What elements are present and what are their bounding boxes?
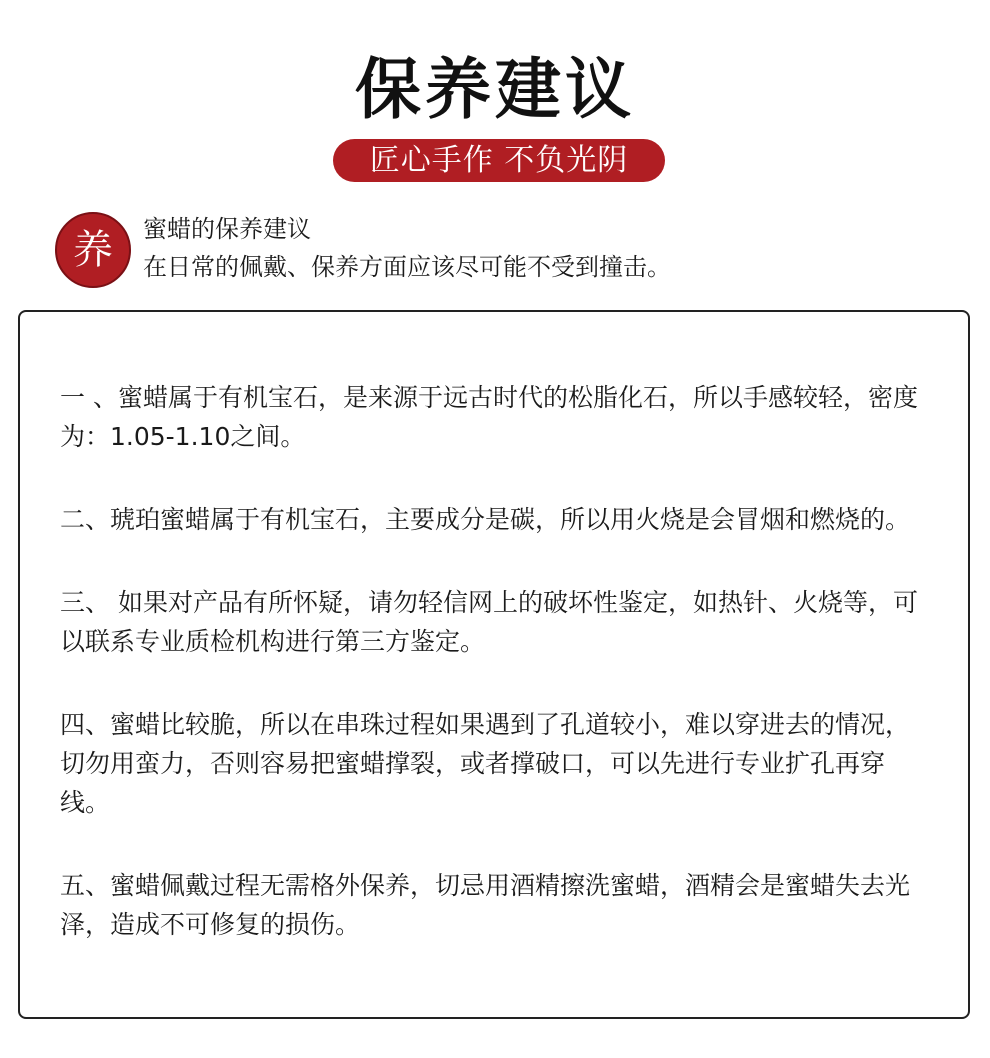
tip-item-4: 四、蜜蜡比较脆，所以在串珠过程如果遇到了孔道较小，难以穿进去的情况，切勿用蛮力，否则容易把蜜蜡撑裂，或者撑破口，可以先进行专业扩孔再穿线。 [60,710,911,817]
intro-section [55,208,955,288]
tips-card [18,310,970,1019]
intro-heading: 蜜蜡的保养建议 [143,215,311,243]
tip-item-1: 一 、蜜蜡属于有机宝石，是来源于远古时代的松脂化石，所以手感较轻，密度为：1.05-1.10之间。 [60,383,918,451]
page-title: 保养建议 [355,50,635,128]
slogan-banner: 匠心手作 不负光阴 [333,139,665,182]
tip-item-2: 二、琥珀蜜蜡属于有机宝石，主要成分是碳，所以用火烧是会冒烟和燃烧的。 [60,505,911,534]
tips-list [60,378,928,988]
tip-item-3: 三、 如果对产品有所怀疑，请勿轻信网上的破坏性鉴定，如热针、火烧等，可以联系专业质检机构进行第三方鉴定。 [60,588,918,656]
care-seal-icon: 养 [55,212,131,288]
intro-text: 在日常的佩戴、保养方面应该尽可能不受到撞击。 [143,253,671,281]
tip-item-5: 五、蜜蜡佩戴过程无需格外保养，切忌用酒精擦洗蜜蜡，酒精会是蜜蜡失去光泽，造成不可修复的损伤。 [60,871,911,939]
